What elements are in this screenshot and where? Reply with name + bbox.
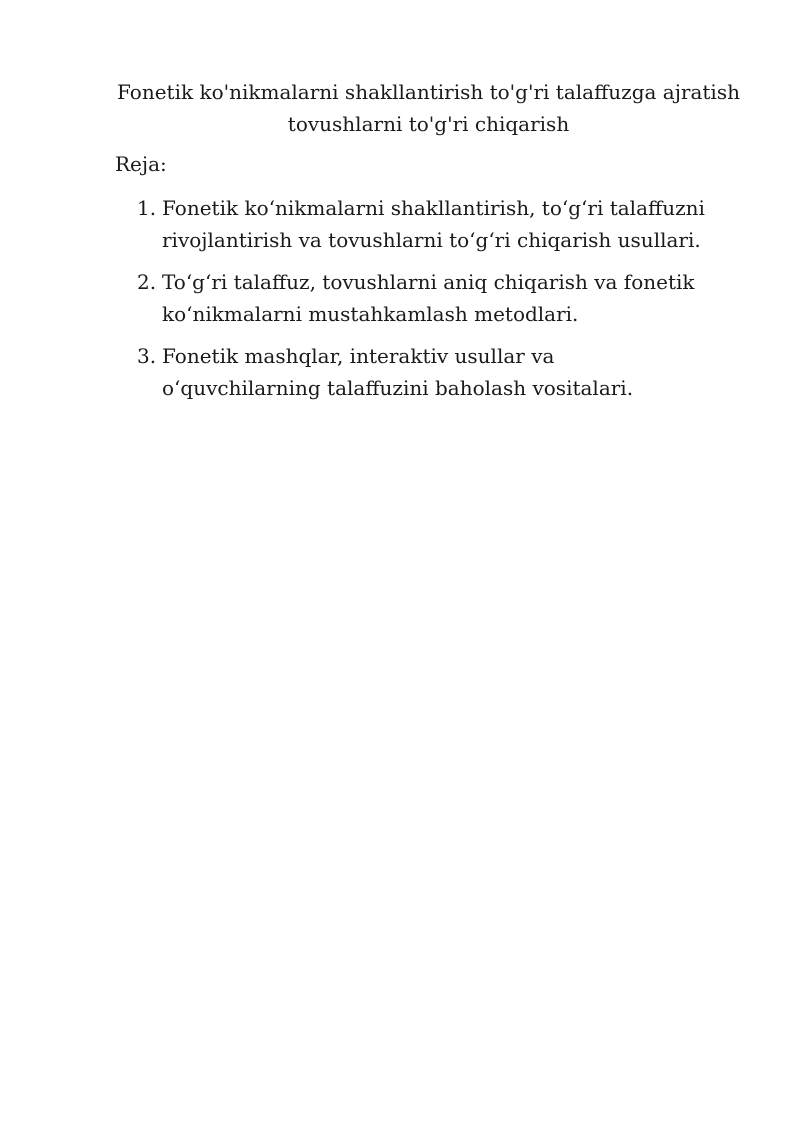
plan-item-3: [115, 340, 715, 404]
plan-item-number: 1.: [137, 196, 157, 220]
plan-label: Reja:: [115, 152, 167, 176]
document-title: Fonetik ko'nikmalarni shakllantirish to'g'ri talaffuzga ajratish tovushlarni to'g'ri chiqarish: [117, 80, 740, 136]
plan-list: [115, 192, 715, 414]
plan-item-text: To‘g‘ri talaffuz, tovushlarni aniq chiqarish va fonetik ko‘nikmalarni mustahkamlash metodlari.: [162, 270, 695, 326]
plan-item-1: [115, 192, 715, 256]
plan-item-2: [115, 266, 715, 330]
plan-item-number: 2.: [137, 270, 157, 294]
plan-item-number: 3.: [137, 344, 157, 368]
plan-item-text: Fonetik ko‘nikmalarni shakllantirish, to‘g‘ri talaffuzni rivojlantirish va tovushlarni to‘g‘ri chiqarish usullari.: [162, 196, 705, 252]
plan-item-text: Fonetik mashqlar, interaktiv usullar va o‘quvchilarning talaffuzini baholash vositalari.: [162, 344, 634, 400]
